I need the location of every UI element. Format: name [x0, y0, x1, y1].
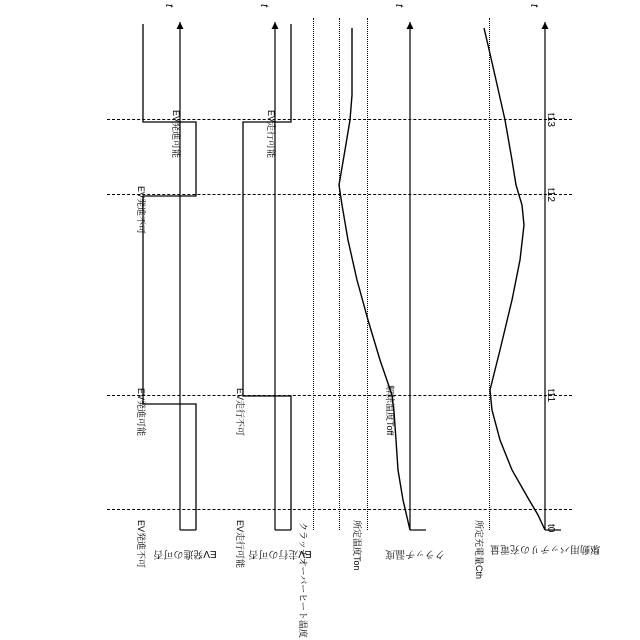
time-axis-label-panel2: t: [258, 4, 270, 8]
state-label-drive-1: EV走行可能: [235, 520, 245, 569]
label-specified-charge-cth: 所定充電量Cth: [474, 520, 484, 580]
time-tick-t12: t12: [545, 188, 556, 202]
threshold-line-overheat: [313, 18, 314, 530]
label-release-temp-toff: 解除温度Toff: [385, 385, 395, 436]
time-axis-label-panel1: t: [163, 4, 175, 8]
label-cluster-overheat-temp: クラッチオーバーヒート温度: [298, 522, 308, 638]
axis-caption-ev-start: EV発進の可否: [153, 548, 217, 559]
state-label-start-4: EV発進可能: [171, 110, 181, 159]
state-label-drive-2: EV走行不可: [235, 388, 245, 437]
time-axis-label-panel4: t: [528, 4, 540, 8]
axis-caption-battery-soc: 駆動用バッテリの充電量: [490, 543, 600, 554]
time-tick-t13: t13: [545, 113, 556, 127]
state-label-start-1: EV発進不可: [136, 520, 146, 569]
time-tick-t0: t0: [545, 524, 556, 533]
axis-caption-cluster-temp: クラッチ温度: [385, 548, 445, 559]
time-tick-t11: t11: [545, 389, 556, 403]
axis-caption-ev-drive: EV走行の可否: [248, 548, 312, 559]
state-label-start-2: EV発進可能: [136, 388, 146, 437]
state-label-drive-3: EV走行可能: [266, 110, 276, 159]
threshold-line-ton: [367, 18, 368, 530]
state-label-start-3: EV発進不可: [136, 186, 146, 235]
time-axis-label-panel3: t: [393, 4, 405, 8]
threshold-line-toff: [339, 18, 340, 530]
threshold-line-cth: [489, 18, 490, 530]
label-specified-temp-ton: 所定温度Ton: [352, 520, 362, 571]
